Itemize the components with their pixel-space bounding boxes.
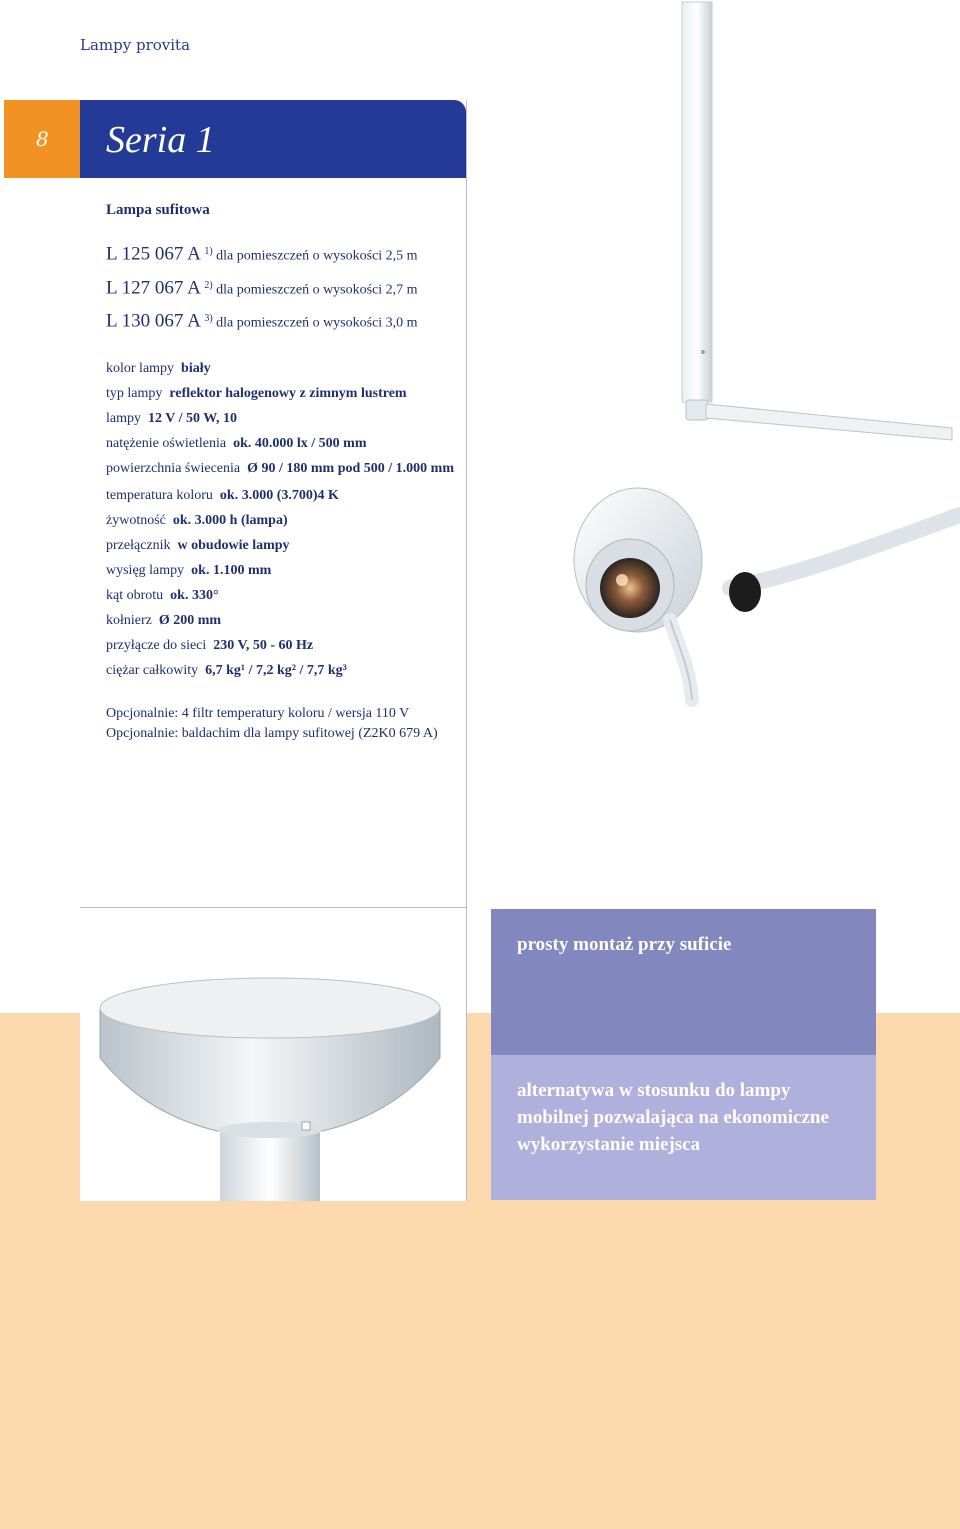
spec-content <box>106 202 466 744</box>
highlight-box-bottom <box>491 1055 876 1200</box>
spec-row <box>106 583 466 608</box>
spec-row <box>106 633 466 658</box>
model-code: L 127 067 A <box>106 277 201 299</box>
model-row <box>106 304 466 338</box>
spec-row <box>106 658 466 683</box>
canopy-photo-card <box>80 907 467 1201</box>
spec-value: ok. 40.000 lx / 500 mm <box>233 435 367 451</box>
model-description: dla pomieszczeń o wysokości 3,0 m <box>216 315 418 331</box>
spec-value: Ø 90 / 180 mm pod 500 / 1.000 mm <box>247 460 454 476</box>
spec-list <box>106 356 466 683</box>
spec-label: natężenie oświetlenia <box>106 435 227 451</box>
spec-row <box>106 558 466 583</box>
spec-value: ok. 330° <box>170 587 219 603</box>
spec-row <box>106 608 466 633</box>
series-title-bar <box>80 100 466 178</box>
highlight-box-top <box>491 909 876 1055</box>
spec-label: temperatura koloru <box>106 487 213 503</box>
spec-value: reflektor halogenowy z zimnym lustrem <box>169 385 407 401</box>
page-number-tab <box>4 100 80 178</box>
model-footnote: 3) <box>204 313 213 325</box>
product-subtitle: Lampa sufitowa <box>106 202 210 218</box>
spec-label: kolor lampy <box>106 360 175 376</box>
spec-row <box>106 508 466 533</box>
model-footnote: 1) <box>204 246 213 257</box>
model-description: dla pomieszczeń o wysokości 2,7 m <box>216 282 418 298</box>
spec-row <box>106 533 466 558</box>
spec-row <box>106 459 466 479</box>
model-description: dla pomieszczeń o wysokości 2,5 m <box>216 248 418 264</box>
highlight-text-top: prosty montaż przy suficie <box>517 934 732 955</box>
running-header: Lampy provita <box>80 36 191 54</box>
spec-label: lampy <box>106 410 141 426</box>
spec-label: typ lampy <box>106 385 163 401</box>
spec-label: przełącznik <box>106 537 171 553</box>
option-item: Opcjonalnie: 4 filtr temperatury koloru / wersja 110 V <box>106 705 410 721</box>
spec-value: ok. 3.000 (3.700)4 K <box>219 487 339 503</box>
spec-label: żywotność <box>106 512 166 528</box>
spec-label: wysięg lampy <box>106 562 185 578</box>
spec-value: ok. 1.100 mm <box>191 562 272 578</box>
spec-row <box>106 356 466 381</box>
spec-label: przyłącze do sieci <box>106 637 207 653</box>
option-item: Opcjonalnie: baldachim dla lampy sufitowej (Z2K0 679 A) <box>106 725 438 741</box>
options-list <box>106 704 466 744</box>
spec-label: powierzchnia świecenia <box>106 460 241 476</box>
model-code: L 130 067 A <box>106 310 201 332</box>
spec-row <box>106 431 466 456</box>
spec-value: 230 V, 50 - 60 Hz <box>213 637 314 653</box>
model-footnote: 2) <box>204 279 213 291</box>
spec-value: 12 V / 50 W, 10 <box>148 410 237 426</box>
spec-value: ok. 3.000 h (lampa) <box>172 512 288 528</box>
model-code: L 125 067 A <box>106 243 201 265</box>
spec-label: ciężar całkowity <box>106 662 199 678</box>
page-number: 8 <box>36 127 49 151</box>
series-title: Seria 1 <box>106 119 215 161</box>
spec-row <box>106 406 466 431</box>
spec-label: kąt obrotu <box>106 587 164 603</box>
highlight-text-bottom: alternatywa w stosunku do lampy mobilnej pozwalająca na ekonomiczne wykorzystanie miejsca <box>517 1080 829 1155</box>
ceiling-lamp-photo <box>560 0 960 720</box>
model-row <box>106 237 466 271</box>
spec-label: kołnierz <box>106 612 152 628</box>
model-row <box>106 271 466 305</box>
ceiling-canopy-photo <box>80 908 466 1201</box>
spec-row <box>106 381 466 406</box>
spec-value: biały <box>181 360 211 376</box>
spec-row <box>106 483 466 508</box>
model-list <box>106 237 466 338</box>
spec-value: 6,7 kg¹ / 7,2 kg² / 7,7 kg³ <box>205 662 347 678</box>
spec-value: w obudowie lampy <box>177 537 290 553</box>
spec-value: Ø 200 mm <box>158 612 222 628</box>
